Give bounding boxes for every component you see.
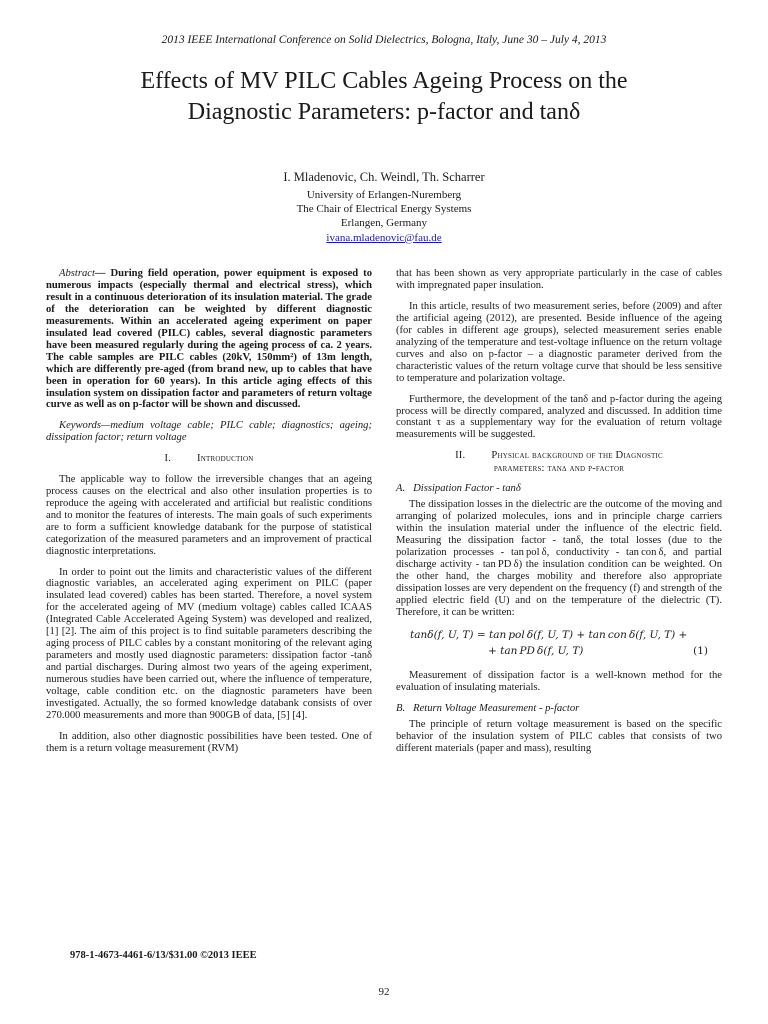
affiliation-block: [0, 188, 768, 245]
intro-paragraph-1: The applicable way to follow the irreversible changes that an ageing process causes on the electrical and also other insulation properties is to reproduce the ageing with accelerated and artificial but realistic conditions and to monitor the features of interests. The main goals of such experiments are to form a sufficient knowledge databank for the purpose of statistical categorization of the measured parameters and an improvement of practical diagnostic interpretations.: [46, 473, 372, 557]
section-title-line-1: Physical background of the Diagnostic: [491, 450, 663, 462]
subsection-title: Dissipation Factor - tanδ: [413, 483, 521, 495]
intro-paragraph-6: Furthermore, the development of the tanδ and p-factor during the ageing process will be directly compared, analyzed and discussed. In addition time constant τ as a supplementary way for the evaluation of return voltage measurements will be suggested.: [396, 393, 722, 441]
abstract-dash: —: [94, 268, 106, 279]
subsection-title: Return Voltage Measurement - p-factor: [413, 702, 580, 714]
intro-paragraph-5: In this article, results of two measurement series, before (2009) and after the artificial ageing (2012), are presented. Beside influence of the ageing (for cables in different age groups), selected measurement series enable analyzing of the temperature and test-voltage influence on the return voltage curves and also on p-factor – a diagnostic parameter derived from the characteristic values of the return voltage curve that should be less sensitive to temperature and polarization voltage.: [396, 300, 722, 384]
section-number: II.: [455, 450, 466, 462]
chair: The Chair of Electrical Energy Systems: [296, 203, 472, 216]
equation-1: [396, 628, 722, 660]
intro-paragraph-4: that has been shown as very appropriate particularly in the case of cables with impregnated paper insulation.: [396, 268, 722, 291]
isbn-footer: 978-1-4673-4461-6/13/$31.00 ©2013 IEEE: [70, 950, 257, 961]
section-title: Introduction: [197, 453, 254, 465]
intro-paragraph-2: In order to point out the limits and characteristic values of the different diagnostic variables, an accelerated aging experiment on PILC (paper insulated lead covered) cables has been started. Therefore, a novel system for the accelerated ageing of MV (medium voltage) cables called ICAAS (Integrated Cable Accelerated Ageing System) was developed and realized, [1] [2]. The aim of this project is to find suitable parameters describing the aging process of PILC cables by a constant monitoring of the relevant aging parameters and mostly used diagnostic parameters: dissipation factor -tanδ and partial discharges. During almost two years of the ageing experiment, numerous studies have been carried out, where the influence of temperature, voltage, cable condition etc. on the diagnostic parameters have been investigated. Actually, the so formed knowledge databank consists of over 270.000 measurements and more than 900GB of data, [5] [4].: [46, 566, 372, 721]
author-list: I. Mladenovic, Ch. Weindl, Th. Scharrer: [283, 170, 485, 184]
subsection-heading-return-voltage: [396, 703, 722, 715]
intro-paragraph-3: In addition, also other diagnostic possibilities have been tested. One of them is a return voltage measurement (RVM): [46, 730, 372, 754]
title-line-2: Diagnostic Parameters: p-factor and tanδ: [187, 99, 581, 125]
keywords: Keywords—medium voltage cable; PILC cable; diagnostics; ageing; dissipation factor; return voltage: [46, 420, 372, 444]
abstract-label: Abstract: [59, 268, 95, 279]
title-line-1: Effects of MV PILC Cables Ageing Process on the: [140, 68, 628, 94]
section-heading-introduction: [46, 453, 372, 466]
subsection-number: A.: [396, 483, 406, 495]
city: Erlangen, Germany: [340, 217, 428, 230]
equation-line-2: + tan PD δ(f, U, T): [488, 644, 584, 657]
right-column: [396, 268, 722, 764]
abstract: [46, 268, 372, 411]
university: University of Erlangen-Nuremberg: [306, 189, 462, 201]
subsection-heading-dissipation-factor: [396, 483, 722, 495]
conference-header: 2013 IEEE International Conference on Solid Dielectrics, Bologna, Italy, June 30 – July 4, 2013: [161, 34, 607, 46]
section-number: I.: [164, 453, 172, 465]
dissipation-paragraph-2: Measurement of dissipation factor is a well-known method for the evaluation of insulating materials.: [396, 669, 722, 693]
subsection-number: B.: [396, 702, 406, 714]
equation-number: (1): [693, 644, 708, 657]
equation-line-1: tanδ(f, U, T) = tan pol δ(f, U, T) + tan con δ(f, U, T) +: [410, 628, 688, 641]
section-title-line-2: parameters: tanδ and p-factor: [493, 462, 625, 474]
dissipation-paragraph-1: The dissipation losses in the dielectric are the outcome of the moving and arranging of polarized molecules, ions and in principle charge carriers within the insulation material under the influence of the electric field. Measuring the dissipation factor - tanδ, the total losses (due to the polarization processes - tan pol δ, conductivity - tan con δ, and partial discharge activity - tan PD δ) the insulation condition can be weighted. On the other hand, the charges mobility and therefore also appropriate dissipation losses are very dependent on the frequency (f) and strength of the applied electric field (U) and on the temperature of the dielectric (T). Therefore, it can be written:: [396, 499, 722, 618]
abstract-text: During field operation, power equipment is exposed to numerous impacts (especially thermal and electrical stress), which result in a continuous deterioration of its insulation material. The grade of the deterioration can be weighted by different diagnostic measurements. Within an accelerated ageing experiment on paper insulated lead covered (PILC) cables, several diagnostic parameters have been measured regularly during the ageing process of ca. 2 years. The cable samples are PILC cables (20kV, 150mm²) of 13m length, which are differently pre-aged (from brand new, up to cables that have been in operation for 60 years). In this article aging effects of this insulation system on dissipation factor and parameters of return voltage curve as well as on p-factor will be shown and discussed.: [46, 268, 373, 411]
section-heading-physical-background: [396, 450, 722, 475]
return-voltage-paragraph-1: The principle of return voltage measurement is based on the specific behavior of the insulation system of PILC cables that consists of two different materials (paper and mass), resulting: [396, 718, 722, 754]
page-number: 92: [378, 986, 390, 998]
paper-title: [60, 66, 708, 128]
left-column: [46, 268, 372, 764]
email-link[interactable]: ivana.mladenovic@fau.de: [326, 231, 442, 244]
